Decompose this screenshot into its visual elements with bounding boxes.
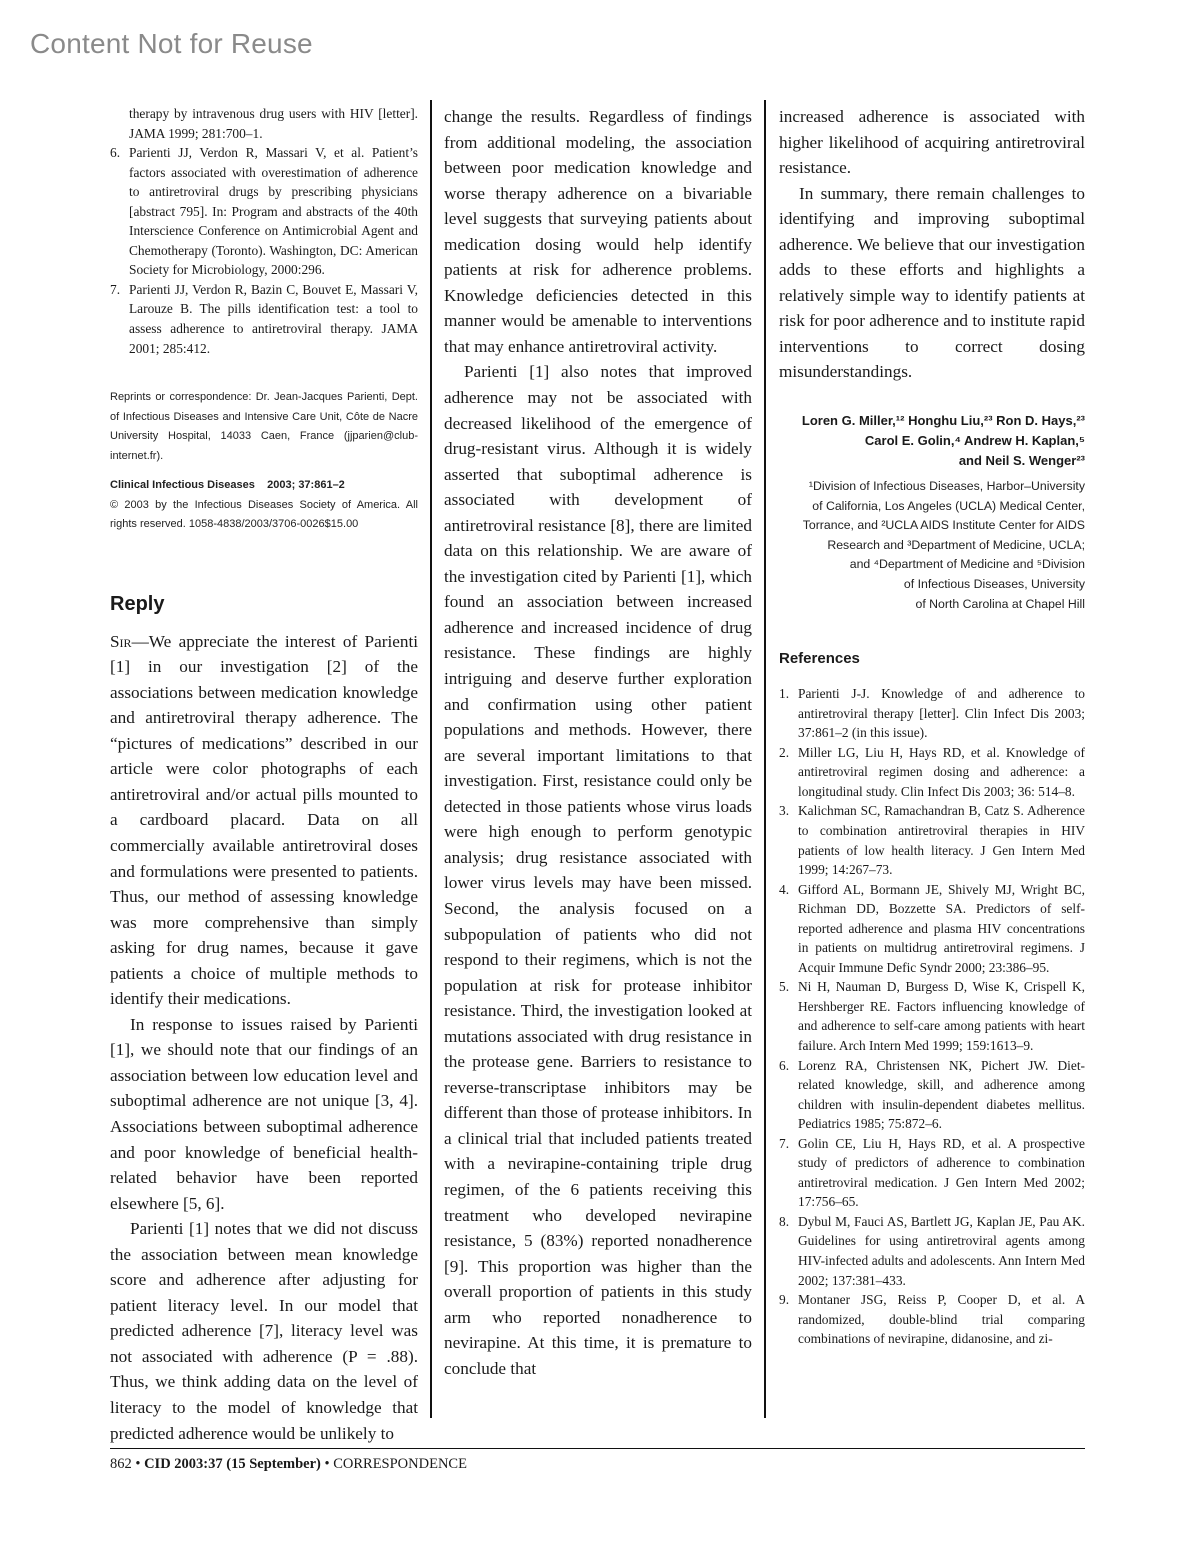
column-1	[110, 104, 418, 1446]
references-list	[779, 684, 1085, 1349]
reply-paragraph-2: In response to issues raised by Parienti [1], we should note that our findings of an association between low education level and suboptimal adherence are not unique [3, 4]. Associations between suboptimal adherence and poor knowledge of beneficial health-related behavior have been reported elsewhere [5, 6].	[110, 1014, 418, 1213]
reply-paragraph-1: Sir—We appreciate the interest of Parienti [1] in our investigation [2] of the associations between medication knowledge and antiretroviral therapy adherence. The “pictures of medications” described in our article were color photographs of each antiretroviral and/or actual pills mounted to a cardboard placard. Data on all commercially available antiretroviral doses and formulations were presented to patients. Thus, our method of assessing knowledge was more comprehensive than simply asking for drug names, because it gave patients a choice of multiple methods to identify their medications.	[110, 631, 418, 1009]
page-number: 862	[110, 1456, 132, 1472]
citation-journal: Clinical Infectious Diseases	[110, 479, 255, 492]
reply-paragraph-4-continued: increased adherence is associated with higher likelihood of acquiring antiretroviral resistance.	[779, 107, 1085, 178]
reference-item: 2. Miller LG, Liu H, Hays RD, et al. Knowledge of antiretroviral regimen dosing and adherence: a longitudinal study. Clin Infect Dis 2003; 36: 514–8.	[779, 744, 1085, 799]
reply-paragraph-4: Parienti [1] also notes that improved adherence may not be associated with decreased likelihood of the emergence of drug-resistant virus. Although it is widely asserted that suboptimal adherence is associated with development of antiretroviral resistance [8], there are limited data on this relationship. We are aware of the investigation cited by Parienti [1], which found an association between increased adherence and increased incidence of drug resistance. These findings are highly intriguing and deserve further exploration and confirmation using other patient populations and methods. However, there are several important limitations to that investigation. First, resistance could only be detected in those patients whose virus loads were high enough to perform genotypic analysis; drug resistance associated with lower virus levels may have been missed. Second, the analysis focused on a subpopulation of patients who did not respond to their regimens, which is not the population at risk for protease inhibitor resistance. Third, the investigation looked at mutations associated with drug resistance in the protease gene. Barriers to resistance to reverse-transcriptase inhibitors may be different than those of protease inhibitors. In a clinical trial that included patients treated with a nevirapine-containing triple drug regimen, of the 6 patients receiving this treatment who developed nevirapine resistance, 5 (83%) reported nonadherence [9]. This proportion was higher than the overall proportion of patients in this study arm who reported nonadherence to nevirapine. At this time, it is premature to conclude that	[444, 362, 752, 1378]
reference-item: 7. Parienti JJ, Verdon R, Bazin C, Bouvet E, Massari V, Larouze B. The pills identification test: a tool to assess adherence to antiretroviral therapy. JAMA 2001; 285:412.	[110, 281, 418, 356]
prev-references-list	[110, 143, 418, 358]
prev-reference-continuation: therapy by intravenous drug users with HIV [letter]. JAMA 1999; 281:700–1.	[129, 106, 418, 141]
column-rule	[764, 100, 766, 1418]
reply-paragraph-3-continued: change the results. Regardless of findings from additional modeling, the association between poor medication knowledge and worse therapy adherence on a bivariable level suggests that surveying patients about medication dosing would help identify patients at risk for adherence problems. Knowledge deficiencies detected in this manner would be amenable to interventions that may enhance antiretroviral activity.	[444, 107, 752, 356]
reference-item: 4. Gifford AL, Bormann JE, Shively MJ, Wright BC, Richman DD, Bozzette SA. Predictors of self-reported adherence and plasma HIV concentrations in patients on multidrug antiretroviral regimens. J Acquir Immune Defic Syndr 2000; 23:386–95.	[779, 881, 1085, 975]
reference-item: 5. Ni H, Nauman D, Burgess D, Wise K, Crispell K, Hershberger RE. Factors influencing knowledge of and adherence to self-care among patients with heart failure. Arch Intern Med 1999; 159:1613–9.	[779, 979, 1085, 1054]
citation-block	[110, 476, 418, 535]
references-heading: References	[779, 650, 860, 668]
reference-item: 6. Parienti JJ, Verdon R, Massari V, et al. Patient’s factors associated with overestimation of adherence to antiretroviral drugs by prescribing physicians [abstract 795]. In: Program and abstracts of the 40th Interscience Conference on Antimicrobial Agent and Chemotherapy (Toronto). Washington, DC: American Society for Microbiology, 2000:296.	[110, 145, 418, 278]
footer-section: CORRESPONDENCE	[333, 1456, 467, 1472]
correspondence-note: Reprints or correspondence: Dr. Jean-Jacques Parienti, Dept. of Infectious Diseases and Intensive Care Unit, Côte de Nacre University Hospital, 14033 Caen, France (jjparien@club-internet.fr).	[110, 391, 418, 462]
reply-paragraph-5: In summary, there remain challenges to identifying and improving suboptimal adherence. We believe that our investigation adds to these efforts and highlights a relatively simple way to identify patients at risk for poor adherence and to institute rapid interventions to correct dosing misunderstandings.	[779, 183, 1085, 382]
watermark: Content Not for Reuse	[30, 28, 313, 59]
citation-volume: 2003; 37:861–2	[267, 479, 345, 492]
salutation: Sir	[110, 631, 132, 651]
footer-journal: CID 2003:37 (15 September)	[144, 1456, 321, 1472]
affiliations: ¹Division of Infectious Diseases, Harbor–University of California, Los Angeles (UCLA) Medical Center, Torrance, and ²UCLA AIDS Institute Center for AIDS Research and ³Department of Medicine, UCLA; and ⁴Department of Medicine and ⁵Division of Infectious Diseases, University of North Carolina at Chapel Hill	[802, 479, 1085, 611]
column-rule	[430, 100, 432, 1418]
reply-heading: Reply	[110, 592, 165, 615]
citation-copyright: © 2003 by the Infectious Diseases Society of America. All rights reserved. 1058-4838/2003/3706-0026$15.00	[110, 498, 418, 531]
reference-item: 9. Montaner JSG, Reiss P, Cooper D, et al. A randomized, double-blind trial comparing combinations of nevirapine, didanosine, and zi-	[779, 1292, 1085, 1347]
reference-item: 1. Parienti J-J. Knowledge of and adherence to antiretroviral therapy [letter]. Clin Infect Dis 2003; 37:861–2 (in this issue).	[779, 686, 1085, 741]
author-list: Loren G. Miller,¹² Honghu Liu,²³ Ron D. Hays,²³ Carol E. Golin,⁴ Andrew H. Kaplan,⁵ and Neil S. Wenger²³	[801, 413, 1085, 469]
page-footer: 862 • CID 2003:37 (15 September) • CORRESPONDENCE	[110, 1456, 467, 1472]
reference-item: 6. Lorenz RA, Christensen NK, Pichert JW. Diet-related knowledge, skill, and adherence among children with insulin-dependent diabetes mellitus. Pediatrics 1985; 75:872–6.	[779, 1057, 1085, 1132]
column-2	[444, 104, 752, 1381]
reference-item: 8. Dybul M, Fauci AS, Bartlett JG, Kaplan JE, Pau AK. Guidelines for using antiretroviral agents among HIV-infected adults and adolescents. Ann Intern Med 2002; 137:381–433.	[779, 1213, 1085, 1288]
reference-item: 3. Kalichman SC, Ramachandran B, Catz S. Adherence to combination antiretroviral therapies in HIV patients of low health literacy. J Gen Intern Med 1999; 14:267–73.	[779, 803, 1085, 878]
footer-rule	[110, 1448, 1085, 1449]
reply-paragraph-3: Parienti [1] notes that we did not discuss the association between mean knowledge score and adherence after adjusting for patient literacy level. In our model that predicted adherence [7], literacy level was not associated with adherence (P = .88). Thus, we think adding data on the level of literacy to the model of knowledge that predicted adherence would be unlikely to	[110, 1219, 418, 1443]
reference-item: 7. Golin CE, Liu H, Hays RD, et al. A prospective study of predictors of adherence to combination antiretroviral medication. J Gen Intern Med 2002; 17:756–65.	[779, 1135, 1085, 1210]
column-3	[779, 104, 1085, 1349]
